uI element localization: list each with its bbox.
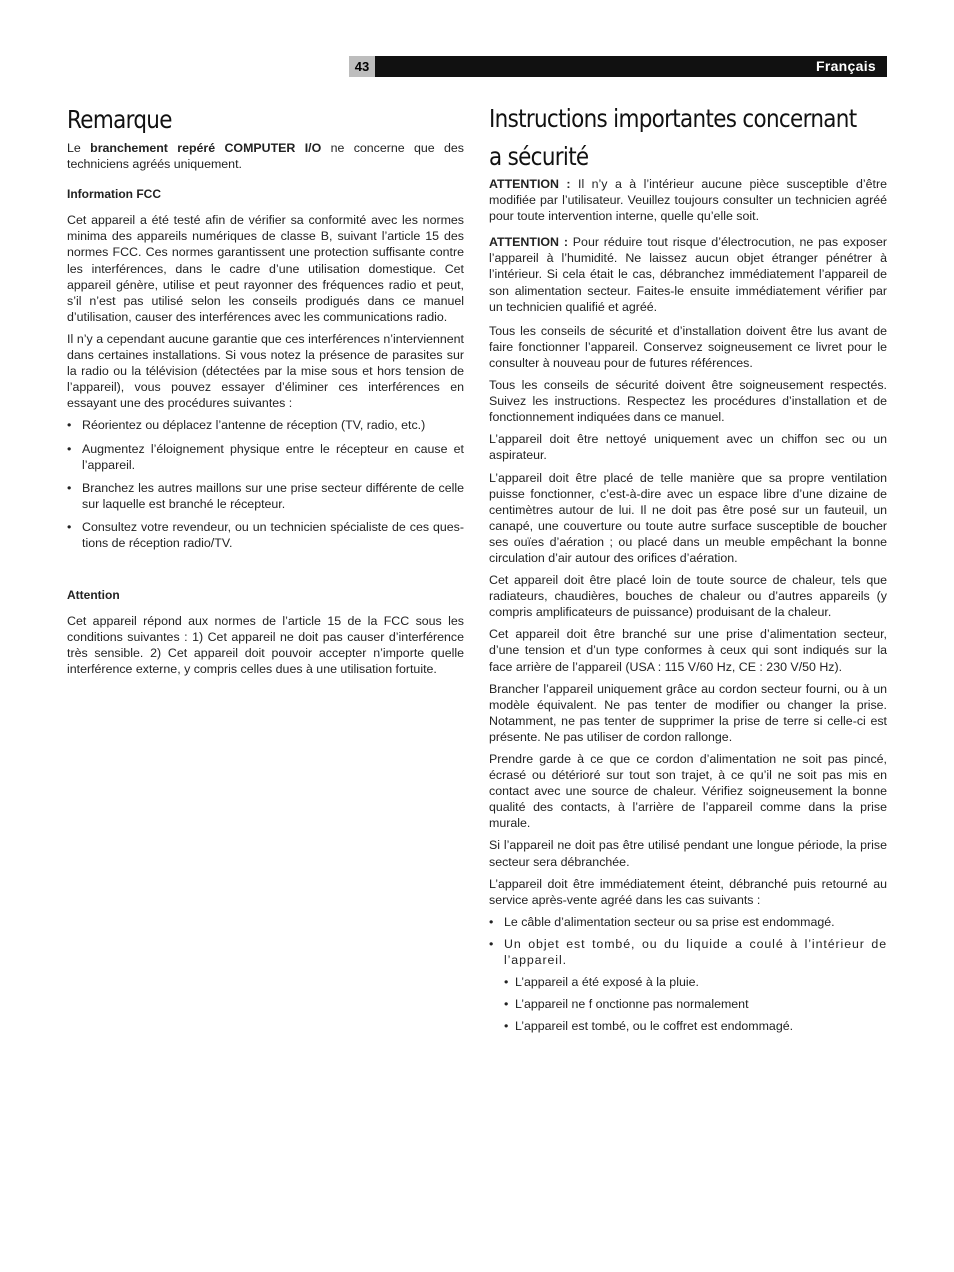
service-cases-list — [489, 914, 887, 968]
fcc-paragraph-1: Cet appareil a été testé afin de vérifier sa conformité avec les normes minima des appareils numériques de classe B, suivant l’article 15 des normes FCC. Ces normes garantissent une protection suffisante contre les interférences, dans le cadre d’une utilisation domestique. Cet appareil génère, utilise et peut rayonner des fréquences radio et peut, s’il n’est pas utilisé selon les conseils prodigués dans ce manuel d’utilisation, causer des interférences avec les communications radio. — [67, 213, 464, 324]
list-item: • Un objet est tombé, ou du liquide a coulé à l’intérieur de l’appareil. — [489, 936, 887, 968]
attention-warning-1 — [489, 176, 887, 224]
list-item: • L’appareil a été exposé à la pluie. — [504, 974, 887, 990]
attention-warning-2 — [489, 234, 887, 314]
attention-paragraph: Cet appareil répond aux normes de l’article 15 de la FCC sous les conditions suivantes : 1) Cet appareil ne doit pas causer d’interférence très sensible. 2) Cet appareil doit pouvoir accepter n’importe quelle interférence externe, y compris celles dues à une utilisation fortuite. — [67, 614, 464, 677]
safety-paragraph: L’appareil doit être immédiatement éteint, débranché puis retourné au service après-vente agréé dans les cas suivants : — [489, 876, 887, 907]
safety-paragraph: L’appareil doit être placé de telle manière que sa propre ventilation puisse fonctionner, c’est-à-dire avec un espace libre d’une dizaine de centimètres autour de lui. Il ne doit pas être posé sur un fauteuil, un canapé, une couverture ou toute autre surface susceptible de boucher ses ouïes d’aération ; ou placé dans un meuble empêchant la bonne circulation d’air autour des orifices d’aération. — [489, 470, 887, 565]
list-item: • L’appareil est tombé, ou le coffret est endommagé. — [504, 1018, 887, 1034]
safety-paragraph: Si l’appareil ne doit pas être utilisé pendant une longue période, la prise secteur sera débranchée. — [489, 838, 887, 869]
safety-paragraph: L’appareil doit être nettoyé uniquement avec un chiffon sec ou un aspirateur. — [489, 432, 887, 463]
safety-paragraph: Cet appareil doit être branché sur une prise d’alimentation secteur, d’une tension et d’un type conformes à ceux qui sont indiqués sur la face arrière de l’appareil (USA : 115 V/60 Hz, CE : 230 V/50 Hz). — [489, 627, 887, 674]
list-item: • L’appareil ne f onctionne pas normalement — [504, 996, 887, 1012]
fcc-procedure-list — [67, 417, 464, 551]
header-bar — [349, 56, 887, 77]
page-number: 43 — [349, 56, 375, 77]
language-label: Français — [816, 58, 876, 74]
safety-paragraph: Prendre garde à ce que ce cordon d’alimentation ne soit pas pincé, écrasé ou détérioré sur tout son trajet, à ce qu’il ne soit pas mis en contact avec une source de chaleur. Vérifiez soigneusement la bonne qualité des contacts, à l’arrière de l’appareil comme dans la prise murale. — [489, 752, 887, 831]
attention-label: ATTENTION : — [489, 177, 571, 191]
attention-text: Il n’y a à l’intérieur aucune pièce susceptible d’être modifiée par l’utilisateur. Veuillez toujours consulter un technicien agréé pour toute intervention interne, quelle qu’elle soit. — [489, 177, 888, 224]
computer-io-note — [67, 140, 464, 172]
attention-text: Pour réduire tout risque d’électrocution, ne pas exposer l’appareil à l’humidité. Ne laissez aucun objet étranger pénétrer à l’intérieur. Si cela était le cas, débranchez immédiatement l’appareil de son alimentation secteur. Faites-le ensuite immédiatement vérifier par un technicien qualifié et agréé. — [489, 235, 887, 314]
list-item: • Le câble d’alimentation secteur ou sa prise est endommagé. — [489, 914, 887, 930]
remarque-title: Remarque — [67, 105, 172, 134]
service-cases-sublist — [489, 974, 887, 1034]
safety-title-line-1: Instructions importantes concernant — [489, 104, 857, 133]
right-column — [489, 100, 887, 1040]
intro-before: Le — [67, 141, 91, 155]
safety-paragraph: Brancher l’appareil uniquement grâce au cordon secteur fourni, ou à un modèle équivalent. Ne pas tenter de modifier ou changer la prise. Notamment, ne pas tenter de supprimer la prise de terre si celle-ci est présente. Ne pas utiliser de cordon rallonge. — [489, 681, 887, 744]
fcc-heading: Information FCC — [67, 187, 161, 202]
list-item: • Augmentez l’éloignement physique entre le récepteur en cause et l’appareil. — [67, 441, 464, 473]
left-column — [67, 100, 464, 684]
attention-label: ATTENTION : — [489, 235, 568, 250]
safety-paragraph: Tous les conseils de sécurité doivent être soigneusement respectés. Suivez les instructions. Respectez les procédures d’installation et de fonctionnement indiquées dans ce manuel. — [489, 378, 887, 425]
fcc-paragraph-2: Il n’y a cependant aucune garantie que ces interférences n’interviennent dans certaines installations. Si vous notez la présence de parasites sur la radio ou la télévision (détectées par la mise sous et hors tension de l’appareil), vous pouvez essayer d’éliminer ces interférences en essayant une des procédures suivantes : — [67, 331, 464, 411]
intro-bold: branchement repéré COMPUTER I/O — [90, 141, 322, 155]
safety-paragraph: Tous les conseils de sécurité et d’installation doivent être lus avant de faire fonctionner l’appareil. Conservez soigneusement ce livret pour le consulter à nouveau pour de futures références. — [489, 323, 887, 370]
list-item: • Branchez les autres maillons sur une prise secteur différente de celle sur laquelle est branché le récepteur. — [67, 480, 464, 512]
list-item: • Réorientez ou déplacez l’antenne de réception (TV, radio, etc.) — [67, 417, 464, 433]
intro-after: ne concerne que des techniciens agréés uniquement. — [67, 141, 464, 172]
list-item: • Consultez votre revendeur, ou un technicien spécialiste de ces ques-tions de réception radio/TV. — [67, 519, 464, 551]
attention-heading: Attention — [67, 588, 120, 603]
safety-paragraph: Cet appareil doit être placé loin de toute source de chaleur, tels que radiateurs, chaudières, bouches de chaleur ou d’autres appareils (y compris amplificateurs de puissance) produisant de la chaleur. — [489, 573, 887, 620]
safety-title-line-2: a sécurité — [489, 142, 589, 171]
